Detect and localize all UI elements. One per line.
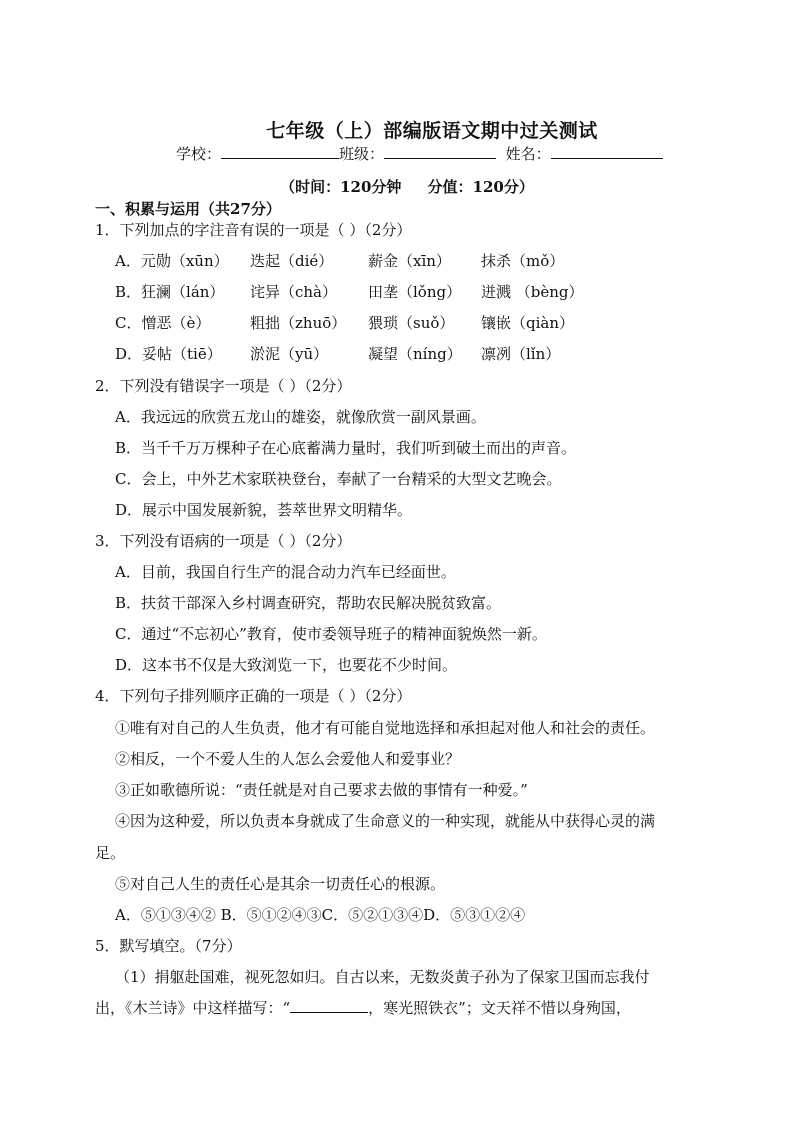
- q3-option-b: B．扶贫干部深入乡村调查研究，帮助农民解决脱贫致富。: [115, 594, 502, 612]
- q1-option-row: [115, 313, 574, 333]
- q1-option-item: 田垄（lǒng）: [368, 283, 462, 301]
- q4-options: A．⑤①③④② B．⑤①②④③C．⑤②①③④D．⑤③①②④: [115, 906, 526, 924]
- q5-answer-blank[interactable]: [290, 998, 368, 1013]
- q1-option-item: 凛冽（lǐn）: [481, 345, 561, 363]
- question-5-stem: 5．默写填空。（7分）: [95, 937, 242, 955]
- q2-option-b: B．当千千万万棵种子在心底蓄满力量时，我们听到破土而出的声音。: [115, 439, 577, 457]
- q2-option-d: D．展示中国发展新貌，荟萃世界文明精华。: [115, 501, 413, 519]
- q4-sentence-5: ⑤对自己人生的责任心是其余一切责任心的根源。: [115, 875, 446, 893]
- q1-option-item: 薪金（xīn）: [368, 252, 451, 270]
- q1-option-item: 粗拙（zhuō）: [250, 314, 347, 332]
- q1-option-item: 凝望（níng）: [368, 345, 462, 363]
- q1-option-item: 迸溅 （bèng）: [481, 283, 584, 301]
- q3-option-c: C．通过“不忘初心”教育，使市委领导班子的精神面貌焕然一新。: [115, 625, 547, 643]
- q5-text-before-blank: 出，《木兰诗》中这样描写：“: [95, 999, 291, 1017]
- q4-sentence-2: ②相反，一个不爱人生的人怎么会爱他人和爱事业？: [115, 750, 461, 768]
- class-blank[interactable]: [384, 144, 496, 159]
- q4-sentence-1: ①唯有对自己的人生负责，他才有可能自觉地选择和承担起对他人和社会的责任。: [115, 719, 656, 737]
- q1-option-item: 淤泥（yū）: [250, 345, 329, 363]
- q1-option-row: [115, 251, 564, 271]
- exam-time-score: （时间：120分钟 分值：120分）: [280, 178, 534, 196]
- q1-option-item: C．憎恶（è）: [115, 314, 211, 332]
- name-blank[interactable]: [551, 144, 663, 159]
- q1-option-item: 镶嵌（qiàn）: [481, 314, 575, 332]
- question-4-stem: 4．下列句子排列顺序正确的一项是（ ）（2分）: [95, 687, 412, 705]
- question-1-stem: 1．下列加点的字注音有误的一项是（ ）（2分）: [95, 221, 412, 239]
- student-info-line: [176, 143, 663, 164]
- q5-part-1-line-2: [95, 998, 631, 1018]
- q4-sentence-3: ③正如歌德所说：“责任就是对自己要求去做的事情有一种爱。”: [115, 781, 528, 799]
- q3-option-a: A．目前，我国自行生产的混合动力汽车已经面世。: [115, 563, 456, 581]
- q1-option-item: 猥琐（suǒ）: [368, 314, 455, 332]
- class-label: 班级：: [339, 145, 385, 163]
- q1-option-row: [115, 344, 560, 364]
- name-label: 姓名：: [505, 145, 551, 163]
- exam-title: 七年级（上）部编版语文期中过关测试: [266, 120, 598, 142]
- question-3-stem: 3．下列没有语病的一项是（ ）（2分）: [95, 532, 352, 550]
- q1-option-item: D．妥帖（tiē）: [115, 345, 222, 363]
- section-heading: 一、积累与运用（共27分）: [95, 200, 281, 218]
- q1-option-item: B．狂澜（lán）: [115, 283, 225, 301]
- q3-option-d: D．这本书不仅是大致浏览一下，也要花不少时间。: [115, 656, 458, 674]
- school-label: 学校：: [176, 145, 222, 163]
- question-2-stem: 2．下列没有错误字一项是（ ）（2分）: [95, 377, 352, 395]
- q1-option-item: 抹杀（mǒ）: [481, 252, 565, 270]
- q1-option-item: 诧异（chà）: [250, 283, 338, 301]
- q1-option-item: A．元勋（xūn）: [115, 252, 229, 270]
- q1-option-row: [115, 282, 584, 302]
- q4-sentence-4-cont: 足。: [95, 844, 126, 862]
- q5-part-1-line-1: （1）捐躯赴国难，视死忽如归。自古以来，无数炎黄子孙为了保家卫国而忘我付: [115, 968, 650, 986]
- school-blank[interactable]: [221, 144, 339, 159]
- q2-option-a: A．我远远的欣赏五龙山的雄姿，就像欣赏一副风景画。: [115, 408, 486, 426]
- q5-text-after-blank: ，寒光照铁衣”；文天祥不惜以身殉国，: [368, 999, 631, 1017]
- q1-option-item: 迭起（dié）: [250, 252, 334, 270]
- q2-option-c: C．会上，中外艺术家联袂登台，奉献了一台精采的大型文艺晚会。: [115, 470, 562, 488]
- q4-sentence-4: ④因为这种爱，所以负责本身就成了生命意义的一种实现，就能从中获得心灵的满: [115, 812, 656, 830]
